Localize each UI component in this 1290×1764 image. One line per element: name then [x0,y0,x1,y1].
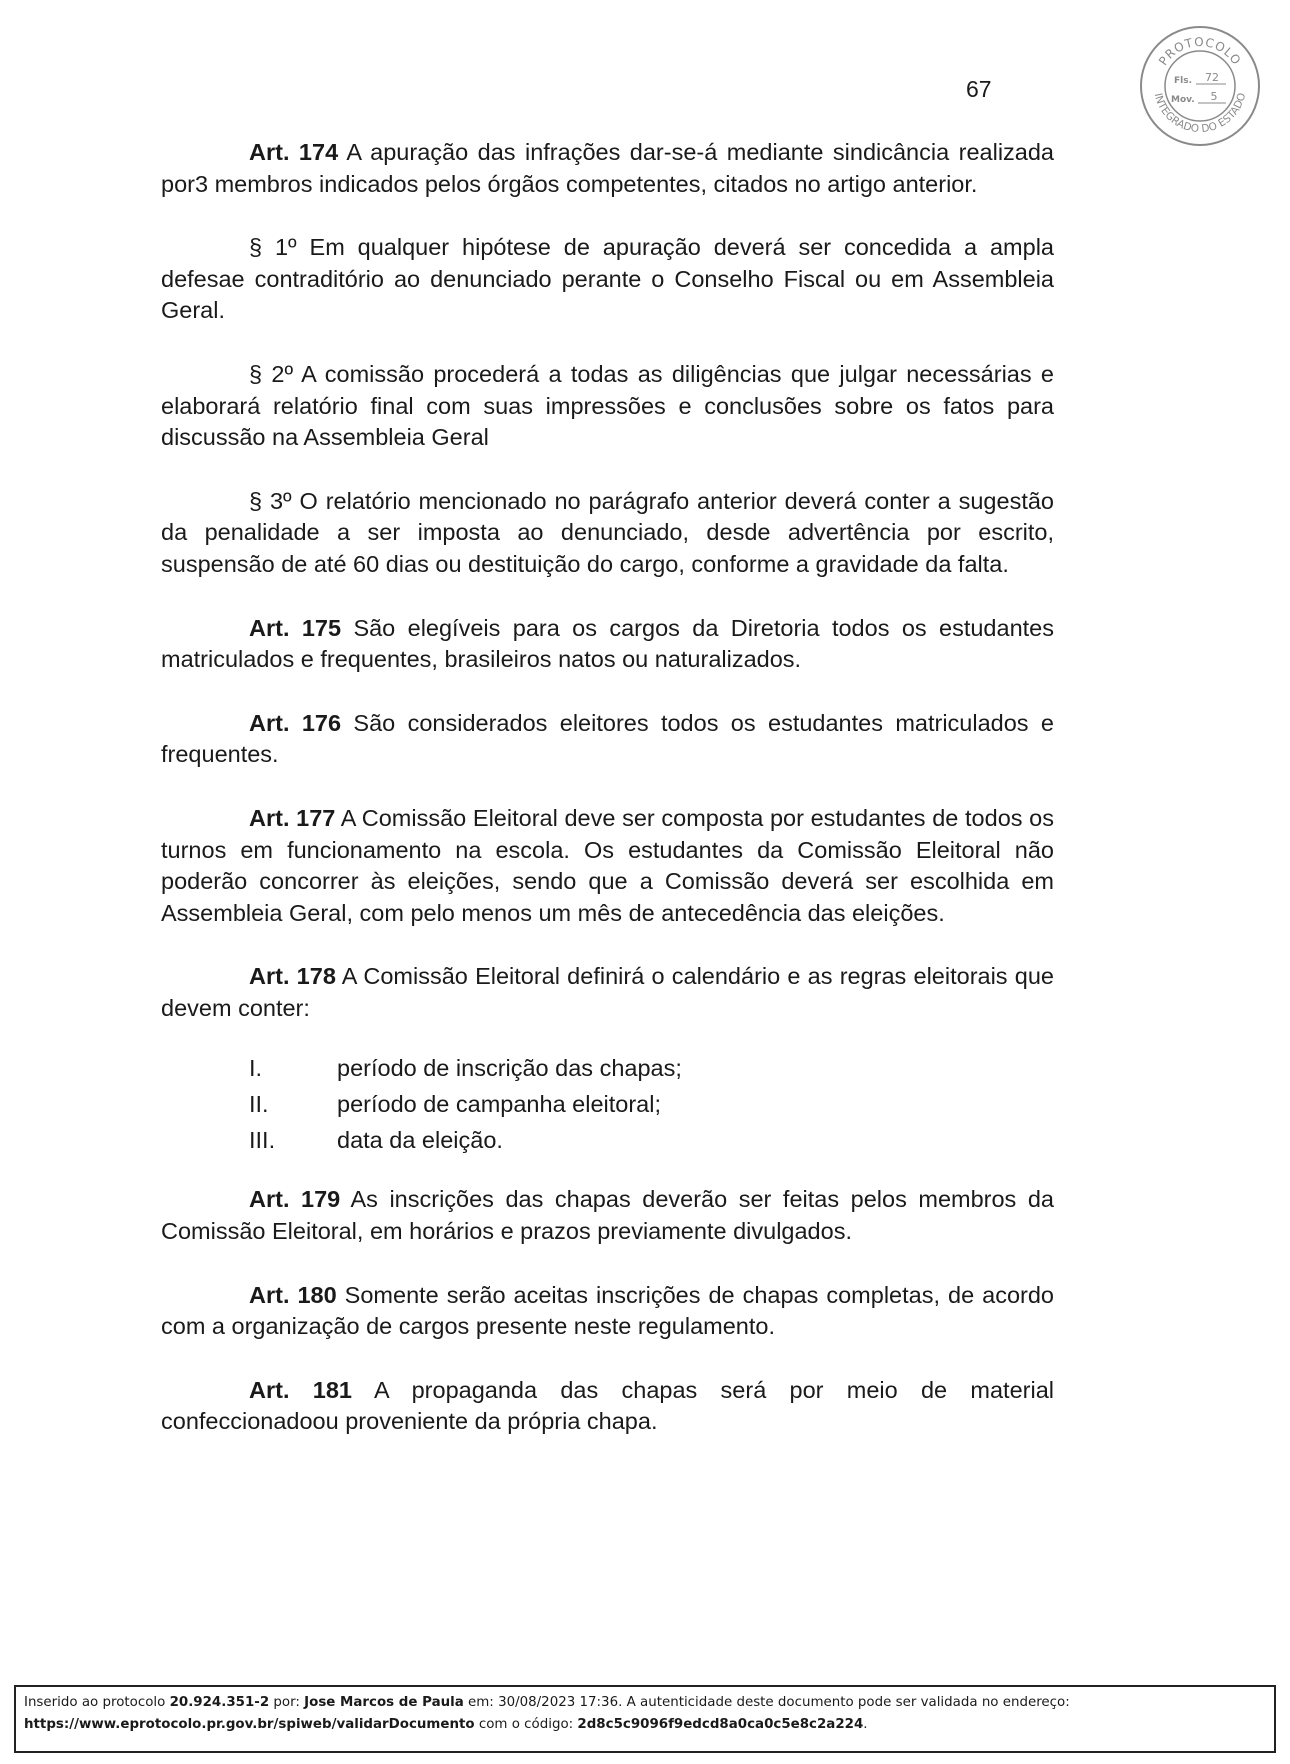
paragraph-text: § 2º A comissão procederá a todas as diligências que julgar necessárias e elaborará relatório final com suas impressões e conclusões sobre os fatos para discussão na Assembleia Geral [161,360,1054,451]
page-number: 67 [966,76,992,102]
article-number: Art. 180 [249,1281,337,1308]
stamp-top-text: PROTOCOLO [1156,34,1244,68]
stamp-fls-value: 72 [1205,71,1219,84]
paragraph [161,708,1054,771]
paragraph [161,232,1054,327]
paragraph-text: A Comissão Eleitoral definirá o calendário e as regras eleitorais que devem conter: [161,963,1054,1021]
stamp-mov-label: Mov. [1171,95,1195,105]
protocol-footer: Inserido ao protocolo 20.924.351-2 por: Jose Marcos de Paula em: 30/08/2023 17:36. A autenticidade deste documento pode ser validada no endereço: https://www.eprotocolo.pr.gov.br/spiweb/validarDocumento com o código: 2d8c5c9096f9edcd8a0ca0c5e8c2a224. [14,1685,1276,1753]
article-number: Art. 177 [249,804,336,831]
paragraph-text: Somente serão aceitas inscrições de chapas completas, de acordo com a organização de cargos presente neste regulamento. [161,1281,1054,1340]
list-item-number: III. [249,1126,276,1153]
list-item-text: data da eleição. [337,1126,503,1153]
stamp-mov-value: 5 [1210,90,1218,103]
paragraph-text: § 1º Em qualquer hipótese de apuração deverá ser concedida a ampla defesae contraditório ao denunciado perante o Conselho Fiscal ou em Assembleia Geral. [161,234,1054,324]
paragraph [161,137,1054,200]
list-item-number: I. [249,1054,263,1081]
author-name: Jose Marcos de Paula [304,1695,464,1710]
paragraph [161,1184,1054,1247]
paragraph [161,803,1054,929]
list-item-text: período de inscrição das chapas; [337,1054,682,1081]
paragraph-text: A Comissão Eleitoral deve ser composta por estudantes de todos os turnos em funcionamento na escola. Os estudantes da Comissão Eleitoral não poderão concorrer às eleições, sendo que a Comissão deverá ser escolhida em Assembleia Geral, com pelo menos um mês de antecedência das eleições. [161,804,1055,926]
article-number: Art. 174 [249,139,339,165]
paragraph [161,613,1054,676]
list-item [161,1050,1054,1086]
list-item [161,1122,1054,1158]
paragraph [161,359,1054,454]
article-number: Art. 179 [249,1186,341,1213]
requirements-list [161,1050,1054,1158]
paragraph [161,486,1054,581]
paragraph [161,1280,1054,1343]
paragraph-text: As inscrições das chapas deverão ser feitas pelos membros da Comissão Eleitoral, em horários e prazos previamente divulgados. [161,1186,1054,1245]
paragraph [161,1375,1054,1438]
article-number: Art. 181 [249,1376,352,1403]
paragraph-text: A propaganda das chapas será por meio de material confeccionadoou proveniente da própria chapa. [161,1376,1054,1435]
list-item-text: período de campanha eleitoral; [337,1090,661,1117]
paragraph-text: A apuração das infrações dar-se-á mediante sindicância realizada por3 membros indicados pelos órgãos competentes, citados no artigo anterior. [161,139,1054,197]
stamp-fls-label: Fls. [1174,76,1193,86]
list-item-number: II. [249,1090,269,1117]
list-item [161,1086,1054,1122]
protocol-stamp [1138,24,1262,148]
protocol-number: 20.924.351-2 [169,1695,270,1710]
svg-text:INTEGRADO DO ESTADO [1152,92,1249,135]
paragraph-text: São considerados eleitores todos os estudantes matriculados e frequentes. [161,709,1054,768]
validation-url[interactable]: https://www.eprotocolo.pr.gov.br/spiweb/validarDocumento [24,1717,475,1732]
article-number: Art. 175 [249,614,342,641]
document-body [161,137,1054,1470]
stamp-bottom-text: INTEGRADO DO ESTADO [1151,91,1249,136]
paragraph-text: § 3º O relatório mencionado no parágrafo anterior deverá conter a sugestão da penalidade a ser imposta ao denunciado, desde advertência por escrito, suspensão de até 60 dias ou destituição do cargo, conforme a gravidade da falta. [161,487,1054,577]
paragraph-text: São elegíveis para os cargos da Diretoria todos os estudantes matriculados e frequentes, brasileiros natos ou naturalizados. [161,614,1054,673]
validation-code: 2d8c5c9096f9edcd8a0ca0c5e8c2a224 [577,1717,864,1732]
article-number: Art. 178 [249,963,336,990]
article-number: Art. 176 [249,709,342,736]
paragraph [161,961,1054,1024]
